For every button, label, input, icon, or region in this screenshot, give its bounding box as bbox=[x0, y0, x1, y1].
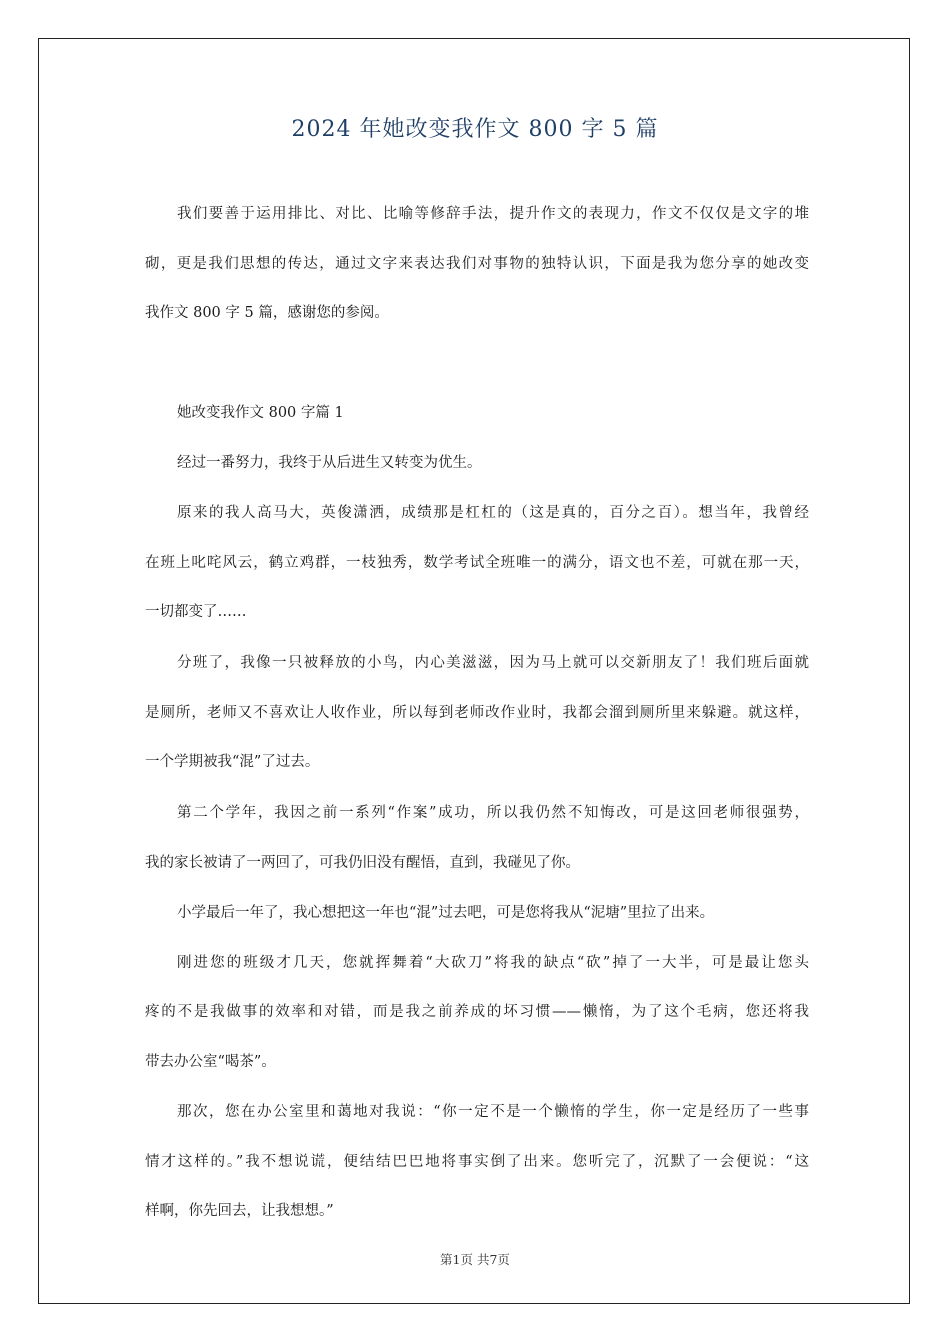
body-line-15: 情才这样的。”我不想说谎，便结结巴巴地将事实倒了出来。您听完了，沉默了一会便说：“这 bbox=[145, 1154, 809, 1170]
intro-line-2: 砌，更是我们思想的传达，通过文字来表达我们对事物的独特认识，下面是我为您分享的她改变 bbox=[145, 256, 809, 272]
body-line-13: 带去办公室“喝茶”。 bbox=[145, 1054, 276, 1070]
body-line-12: 疼的不是我做事的效率和对错，而是我之前养成的坏习惯——懒惰，为了这个毛病，您还将我 bbox=[145, 1004, 809, 1020]
page-footer: 第1页 共7页 bbox=[440, 1252, 510, 1267]
body-line-16: 样啊，你先回去，让我想想。” bbox=[145, 1203, 334, 1219]
body-line-11: 刚进您的班级才几天，您就挥舞着“大砍刀”将我的缺点“砍”掉了一大半，可是最让您头 bbox=[177, 955, 809, 971]
body-line-7: 一个学期被我“混”了过去。 bbox=[145, 754, 320, 770]
intro-line-1: 我们要善于运用排比、对比、比喻等修辞手法，提升作文的表现力，作文不仅仅是文字的堆 bbox=[177, 206, 809, 222]
body-line-1: 经过一番努力，我终于从后进生又转变为优生。 bbox=[177, 455, 482, 471]
body-line-5: 分班了，我像一只被释放的小鸟，内心美滋滋，因为马上就可以交新朋友了！我们班后面就 bbox=[177, 655, 809, 671]
document-title: 2024 年她改变我作文 800 字 5 篇 bbox=[291, 117, 659, 142]
body-line-14: 那次，您在办公室里和蔼地对我说：“你一定不是一个懒惰的学生，你一定是经历了一些事 bbox=[177, 1104, 809, 1120]
body-line-6: 是厕所，老师又不喜欢让人收作业，所以每到老师改作业时，我都会溜到厕所里来躲避。就这样， bbox=[145, 705, 809, 721]
body-line-10: 小学最后一年了，我心想把这一年也“混”过去吧，可是您将我从“泥塘”里拉了出来。 bbox=[177, 905, 715, 921]
section-heading: 她改变我作文 800 字篇 1 bbox=[177, 405, 344, 421]
body-line-4: 一切都变了…… bbox=[145, 604, 247, 620]
intro-line-3: 我作文 800 字 5 篇，感谢您的参阅。 bbox=[145, 305, 389, 321]
body-line-3: 在班上叱咤风云，鹤立鸡群，一枝独秀，数学考试全班唯一的满分，语文也不差，可就在那一天， bbox=[145, 555, 809, 571]
body-line-2: 原来的我人高马大，英俊潇洒，成绩那是杠杠的（这是真的，百分之百）。想当年，我曾经 bbox=[177, 505, 809, 521]
body-line-8: 第二个学年，我因之前一系列“作案”成功，所以我仍然不知悔改，可是这回老师很强势， bbox=[177, 805, 809, 821]
body-line-9: 我的家长被请了一两回了，可我仍旧没有醒悟，直到，我碰见了你。 bbox=[145, 855, 580, 871]
